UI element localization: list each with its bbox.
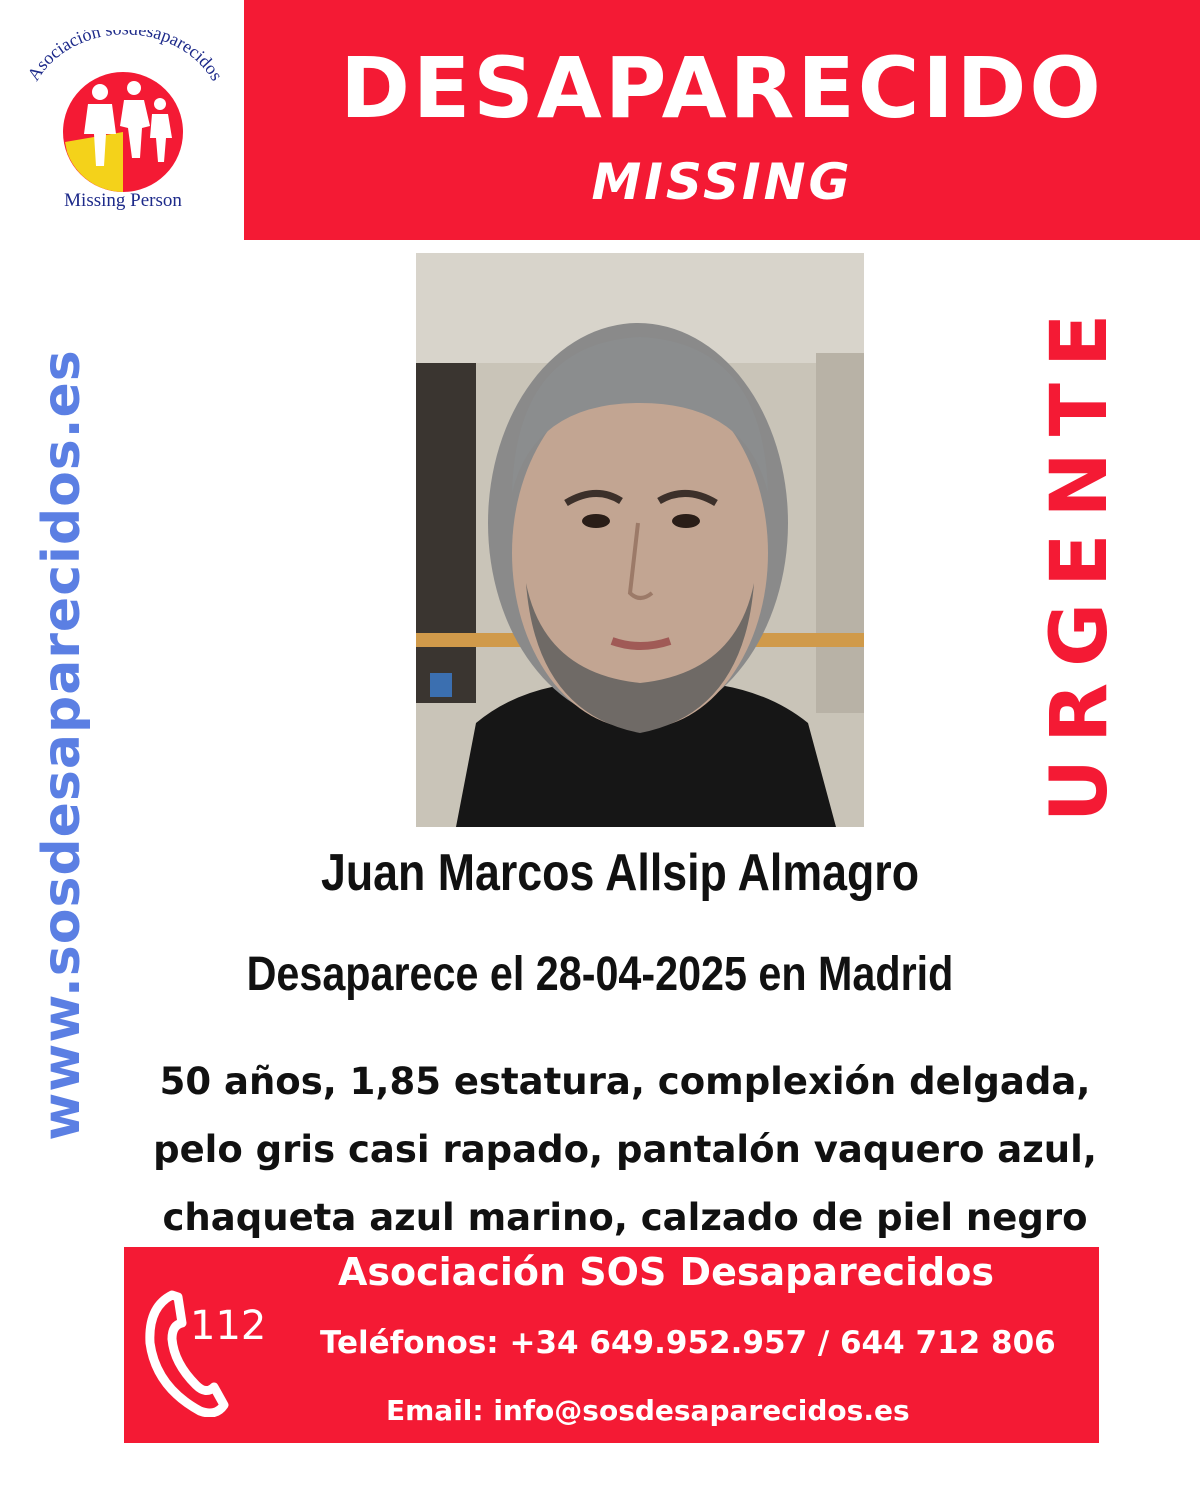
logo-caption: Missing Person bbox=[64, 190, 182, 211]
poster-title: DESAPARECIDO bbox=[340, 39, 1104, 137]
contact-box bbox=[124, 1247, 1099, 1443]
description-line: 50 años, 1,85 estatura, complexión delgada, bbox=[159, 1060, 1091, 1103]
contact-email: Email: info@sosdesaparecidos.es bbox=[386, 1394, 910, 1427]
website-vertical-text: www.sosdesaparecidos.es bbox=[32, 349, 92, 1141]
contact-phones: Teléfonos: +34 649.952.957 / 644 712 806 bbox=[320, 1325, 1056, 1361]
person-description bbox=[100, 1048, 1150, 1252]
urgent-vertical-text: URGENTE bbox=[1035, 297, 1125, 823]
organization-name: Asociación SOS Desaparecidos bbox=[338, 1250, 994, 1294]
person-photo bbox=[416, 253, 864, 827]
person-name: Juan Marcos Allsip Almagro bbox=[320, 844, 920, 902]
portrait-illustration bbox=[416, 253, 864, 827]
association-logo bbox=[10, 30, 236, 220]
description-line: chaqueta azul marino, calzado de piel negro bbox=[162, 1196, 1088, 1239]
logo-graphic bbox=[10, 30, 236, 220]
poster-subtitle: MISSING bbox=[591, 153, 853, 211]
header-banner bbox=[244, 0, 1200, 240]
logo-arc-text: Asociación saparecidos bbox=[23, 30, 227, 85]
emergency-number: 112 bbox=[190, 1303, 267, 1349]
logo-yellow-segment bbox=[65, 132, 123, 192]
disappearance-date-place: Desaparece el 28-04-2025 en Madrid bbox=[246, 948, 954, 1001]
description-line: pelo gris casi rapado, pantalón vaquero azul, bbox=[153, 1128, 1097, 1171]
